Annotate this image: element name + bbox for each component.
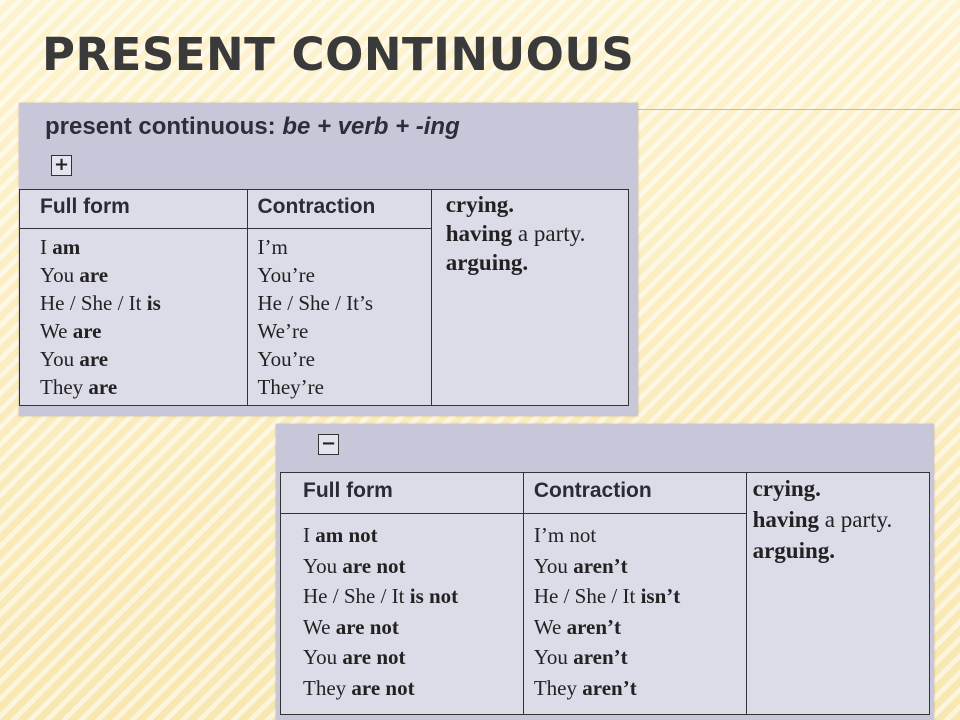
ending-line-2: having a party.	[752, 507, 893, 532]
contraction-header: Contraction	[247, 190, 431, 229]
negative-form-table	[280, 472, 930, 715]
ending-line-1: crying.	[445, 192, 515, 217]
contraction-column	[247, 229, 431, 406]
contraction-row: You’re	[257, 347, 315, 371]
endings-cell	[746, 473, 929, 715]
contraction-row: We’re	[257, 319, 309, 343]
contraction-header: Contraction	[523, 473, 746, 514]
contraction-column	[523, 514, 746, 715]
full-form-row: You are	[40, 263, 109, 287]
positive-form-panel	[19, 103, 638, 416]
heading-suffix: -ing	[415, 113, 460, 140]
full-form-column	[281, 514, 524, 715]
ending-line-3: arguing.	[752, 538, 835, 563]
contraction-row: You aren’t	[533, 645, 628, 669]
full-form-row: You are not	[303, 645, 406, 669]
ending-line-3: arguing.	[445, 250, 529, 275]
title-divider	[610, 109, 960, 110]
ending-line-1: crying.	[752, 476, 821, 501]
full-form-row: He / She / It is not	[303, 584, 459, 608]
full-form-row: We are not	[303, 614, 399, 639]
plus-icon: +	[51, 155, 72, 176]
minus-icon: −	[318, 434, 339, 455]
full-form-row: You are	[40, 347, 109, 371]
contraction-row: You aren’t	[533, 553, 628, 578]
full-form-row: They are not	[303, 675, 415, 700]
endings-cell	[431, 190, 628, 406]
full-form-row: He / She / It is	[40, 291, 161, 315]
full-form-header: Full form	[281, 473, 524, 514]
panel-heading	[45, 113, 460, 141]
contraction-row: I’m not	[533, 523, 597, 547]
heading-formula: be + verb +	[282, 113, 416, 140]
negative-form-panel	[276, 424, 934, 720]
contraction-row: You’re	[257, 263, 315, 287]
contraction-row: He / She / It isn’t	[533, 584, 681, 608]
full-form-column	[20, 229, 248, 406]
full-form-header: Full form	[20, 190, 248, 229]
contraction-row: He / She / It’s	[257, 291, 374, 315]
full-form-row: They are	[40, 375, 118, 399]
full-form-row: I am not	[303, 523, 378, 547]
slide-title: PRESENT CONTINUOUS	[42, 28, 635, 81]
contraction-row: They’re	[257, 375, 324, 399]
ending-line-2: having a party.	[445, 221, 586, 246]
full-form-row: You are not	[303, 553, 406, 578]
contraction-row: They aren’t	[533, 675, 637, 700]
positive-form-table	[19, 189, 629, 406]
contraction-row: I’m	[257, 235, 288, 259]
full-form-row: We are	[40, 319, 102, 343]
heading-prefix: present continuous:	[45, 113, 283, 140]
contraction-row: We aren’t	[533, 614, 622, 639]
full-form-row: I am	[40, 235, 81, 259]
